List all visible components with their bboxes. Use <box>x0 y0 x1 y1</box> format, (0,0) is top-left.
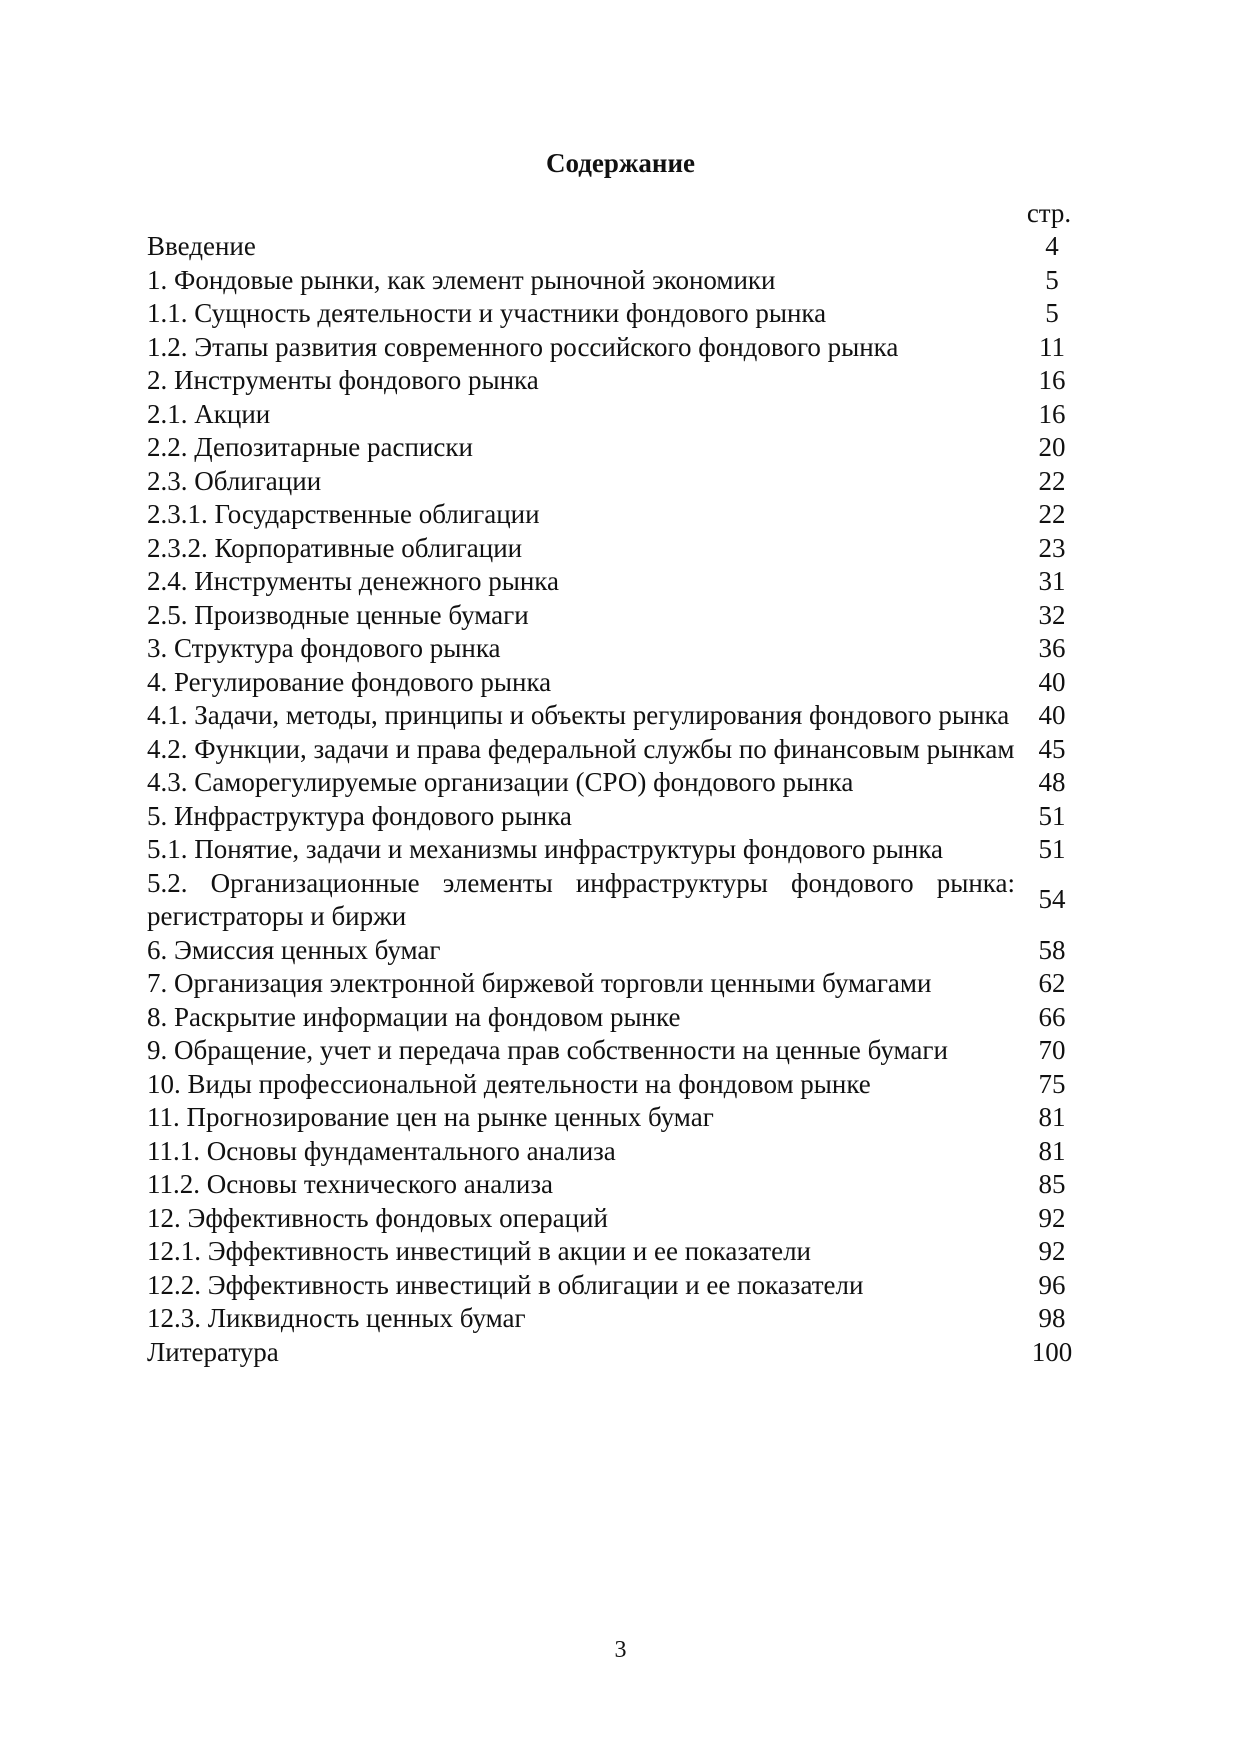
toc-entry-title: 5.2. Организационные элементы инфраструктуры фондового рынка: регистраторы и биржи <box>147 867 1015 931</box>
toc-entry-page: 85 <box>1038 1169 1066 1199</box>
toc-entry-title: Литература <box>147 1336 279 1367</box>
toc-entry <box>147 967 1089 1001</box>
toc-entry <box>147 1034 1089 1068</box>
table-of-contents <box>147 196 1089 1369</box>
toc-entry-page: 66 <box>1038 1001 1066 1032</box>
toc-entry-page: 22 <box>1038 465 1066 496</box>
toc-entry-page: 62 <box>1038 968 1066 998</box>
toc-entry-page: 32 <box>1038 599 1066 630</box>
toc-entry-title: 4. Регулирование фондового рынка <box>147 666 552 697</box>
toc-entry-page: 58 <box>1038 934 1066 965</box>
toc-entry <box>147 331 1089 365</box>
toc-entry <box>147 532 1089 566</box>
toc-entry <box>147 632 1089 666</box>
toc-entry <box>147 1302 1089 1336</box>
toc-entry <box>147 364 1089 398</box>
page-title: Содержание <box>545 148 696 178</box>
toc-entry-page: 75 <box>1038 1068 1066 1099</box>
toc-entry-page: 5 <box>1045 264 1059 295</box>
toc-entry-title: 5. Инфраструктура фондового рынка <box>147 800 572 831</box>
toc-entry-title: 2. Инструменты фондового рынка <box>147 365 539 395</box>
toc-entry-page: 20 <box>1038 432 1066 462</box>
toc-entry-title: 1.2. Этапы развития современного российского фондового рынка <box>147 331 899 362</box>
toc-entry <box>147 800 1089 834</box>
toc-entry-page: 51 <box>1038 800 1066 831</box>
toc-entry <box>147 1269 1089 1303</box>
toc-entry-title: 1. Фондовые рынки, как элемент рыночной экономики <box>147 264 776 295</box>
toc-entry <box>147 230 1089 264</box>
toc-entry <box>147 465 1089 499</box>
toc-entry-page: 70 <box>1038 1035 1066 1065</box>
toc-entry <box>147 498 1089 532</box>
toc-entry-page: 16 <box>1038 398 1066 429</box>
toc-entry-title: 12. Эффективность фондовых операций <box>147 1202 608 1233</box>
toc-entry-page: 100 <box>1031 1336 1073 1367</box>
toc-entry <box>147 1235 1089 1269</box>
toc-entry-title: 8. Раскрытие информации на фондовом рынке <box>147 1001 681 1032</box>
toc-entry <box>147 699 1089 733</box>
toc-entry <box>147 1168 1089 1202</box>
toc-entry <box>147 398 1089 432</box>
toc-entry <box>147 599 1089 633</box>
toc-entry-page: 81 <box>1038 1102 1066 1132</box>
toc-entry-title: 10. Виды профессиональной деятельности на фондовом рынке <box>147 1068 871 1099</box>
toc-entry <box>147 565 1089 599</box>
toc-entry-title: 9. Обращение, учет и передача прав собственности на ценные бумаги <box>147 1035 948 1065</box>
toc-entry-title: 2.3.2. Корпоративные облигации <box>147 532 523 563</box>
toc-entry-page: 51 <box>1038 834 1066 864</box>
toc-entry <box>147 1068 1089 1102</box>
toc-entry <box>147 1202 1089 1236</box>
page-column-header <box>147 196 1089 230</box>
toc-entry-page: 16 <box>1038 365 1066 395</box>
toc-entry-title: 2.4. Инструменты денежного рынка <box>147 566 560 596</box>
toc-entry-page: 54 <box>1038 884 1066 915</box>
toc-entry <box>147 934 1089 968</box>
toc-entry-page: 4 <box>1045 231 1059 261</box>
toc-entry-page: 96 <box>1038 1269 1066 1300</box>
toc-entry-page: 5 <box>1045 298 1059 328</box>
toc-entry <box>147 666 1089 700</box>
toc-entry-page: 31 <box>1038 566 1066 596</box>
toc-entry-page: 98 <box>1038 1303 1066 1333</box>
toc-entry-page: 92 <box>1038 1202 1066 1233</box>
toc-entry <box>147 297 1089 331</box>
toc-entry <box>147 1001 1089 1035</box>
toc-entry-page: 40 <box>1038 700 1066 730</box>
toc-entry-title: 4.2. Функции, задачи и права федеральной службы по финансовым рынкам <box>147 733 1015 764</box>
toc-entry-page: 22 <box>1038 499 1066 529</box>
toc-entry-title: 2.5. Производные ценные бумаги <box>147 599 529 630</box>
toc-entry-title: 4.3. Саморегулируемые организации (СРО) фондового рынка <box>147 767 854 797</box>
toc-entry-title: 4.1. Задачи, методы, принципы и объекты регулирования фондового рынка <box>147 700 1010 730</box>
toc-entry-title: 11.1. Основы фундаментального анализа <box>147 1135 616 1166</box>
toc-entry-title: 2.2. Депозитарные расписки <box>147 432 473 462</box>
toc-entry <box>147 1336 1089 1370</box>
toc-entry-title: 11. Прогнозирование цен на рынке ценных бумаг <box>147 1102 714 1132</box>
toc-entry-page: 81 <box>1038 1135 1066 1166</box>
toc-entry-page: 48 <box>1038 767 1066 797</box>
toc-entry-title: 7. Организация электронной биржевой торговли ценными бумагами <box>147 968 932 998</box>
toc-entry-title: 2.3. Облигации <box>147 465 322 496</box>
toc-entry <box>147 431 1089 465</box>
toc-entry-page: 11 <box>1039 331 1065 362</box>
toc-entry-title: 12.3. Ликвидность ценных бумаг <box>147 1303 526 1333</box>
toc-entry-title: 11.2. Основы технического анализа <box>147 1169 553 1199</box>
toc-entry-title: 3. Структура фондового рынка <box>147 633 501 663</box>
toc-entry <box>147 264 1089 298</box>
toc-entry-page: 40 <box>1038 666 1066 697</box>
toc-entry-page: 36 <box>1038 633 1066 663</box>
toc-entry-title: 6. Эмиссия ценных бумаг <box>147 934 441 965</box>
toc-entry-title: Введение <box>147 231 256 261</box>
toc-entry-title: 1.1. Сущность деятельности и участники фондового рынка <box>147 298 827 328</box>
toc-entry <box>147 733 1089 767</box>
toc-entry-title: 2.3.1. Государственные облигации <box>147 499 540 529</box>
toc-entry-title: 5.1. Понятие, задачи и механизмы инфраструктуры фондового рынка <box>147 834 944 864</box>
toc-entry <box>147 1135 1089 1169</box>
toc-entry-page: 23 <box>1038 532 1066 563</box>
toc-entry <box>147 833 1089 867</box>
toc-entry <box>147 766 1089 800</box>
toc-entry-title: 12.2. Эффективность инвестиций в облигации и ее показатели <box>147 1269 864 1300</box>
toc-entry-page: 45 <box>1038 733 1066 764</box>
toc-entry-title: 12.1. Эффективность инвестиций в акции и ее показатели <box>147 1236 812 1266</box>
toc-entry <box>147 1101 1089 1135</box>
toc-entry-title: 2.1. Акции <box>147 398 271 429</box>
page-number: 3 <box>614 1637 627 1663</box>
toc-entry <box>147 867 1089 934</box>
toc-entry-page: 92 <box>1038 1236 1066 1266</box>
page-column-label: стр. <box>1026 198 1072 228</box>
